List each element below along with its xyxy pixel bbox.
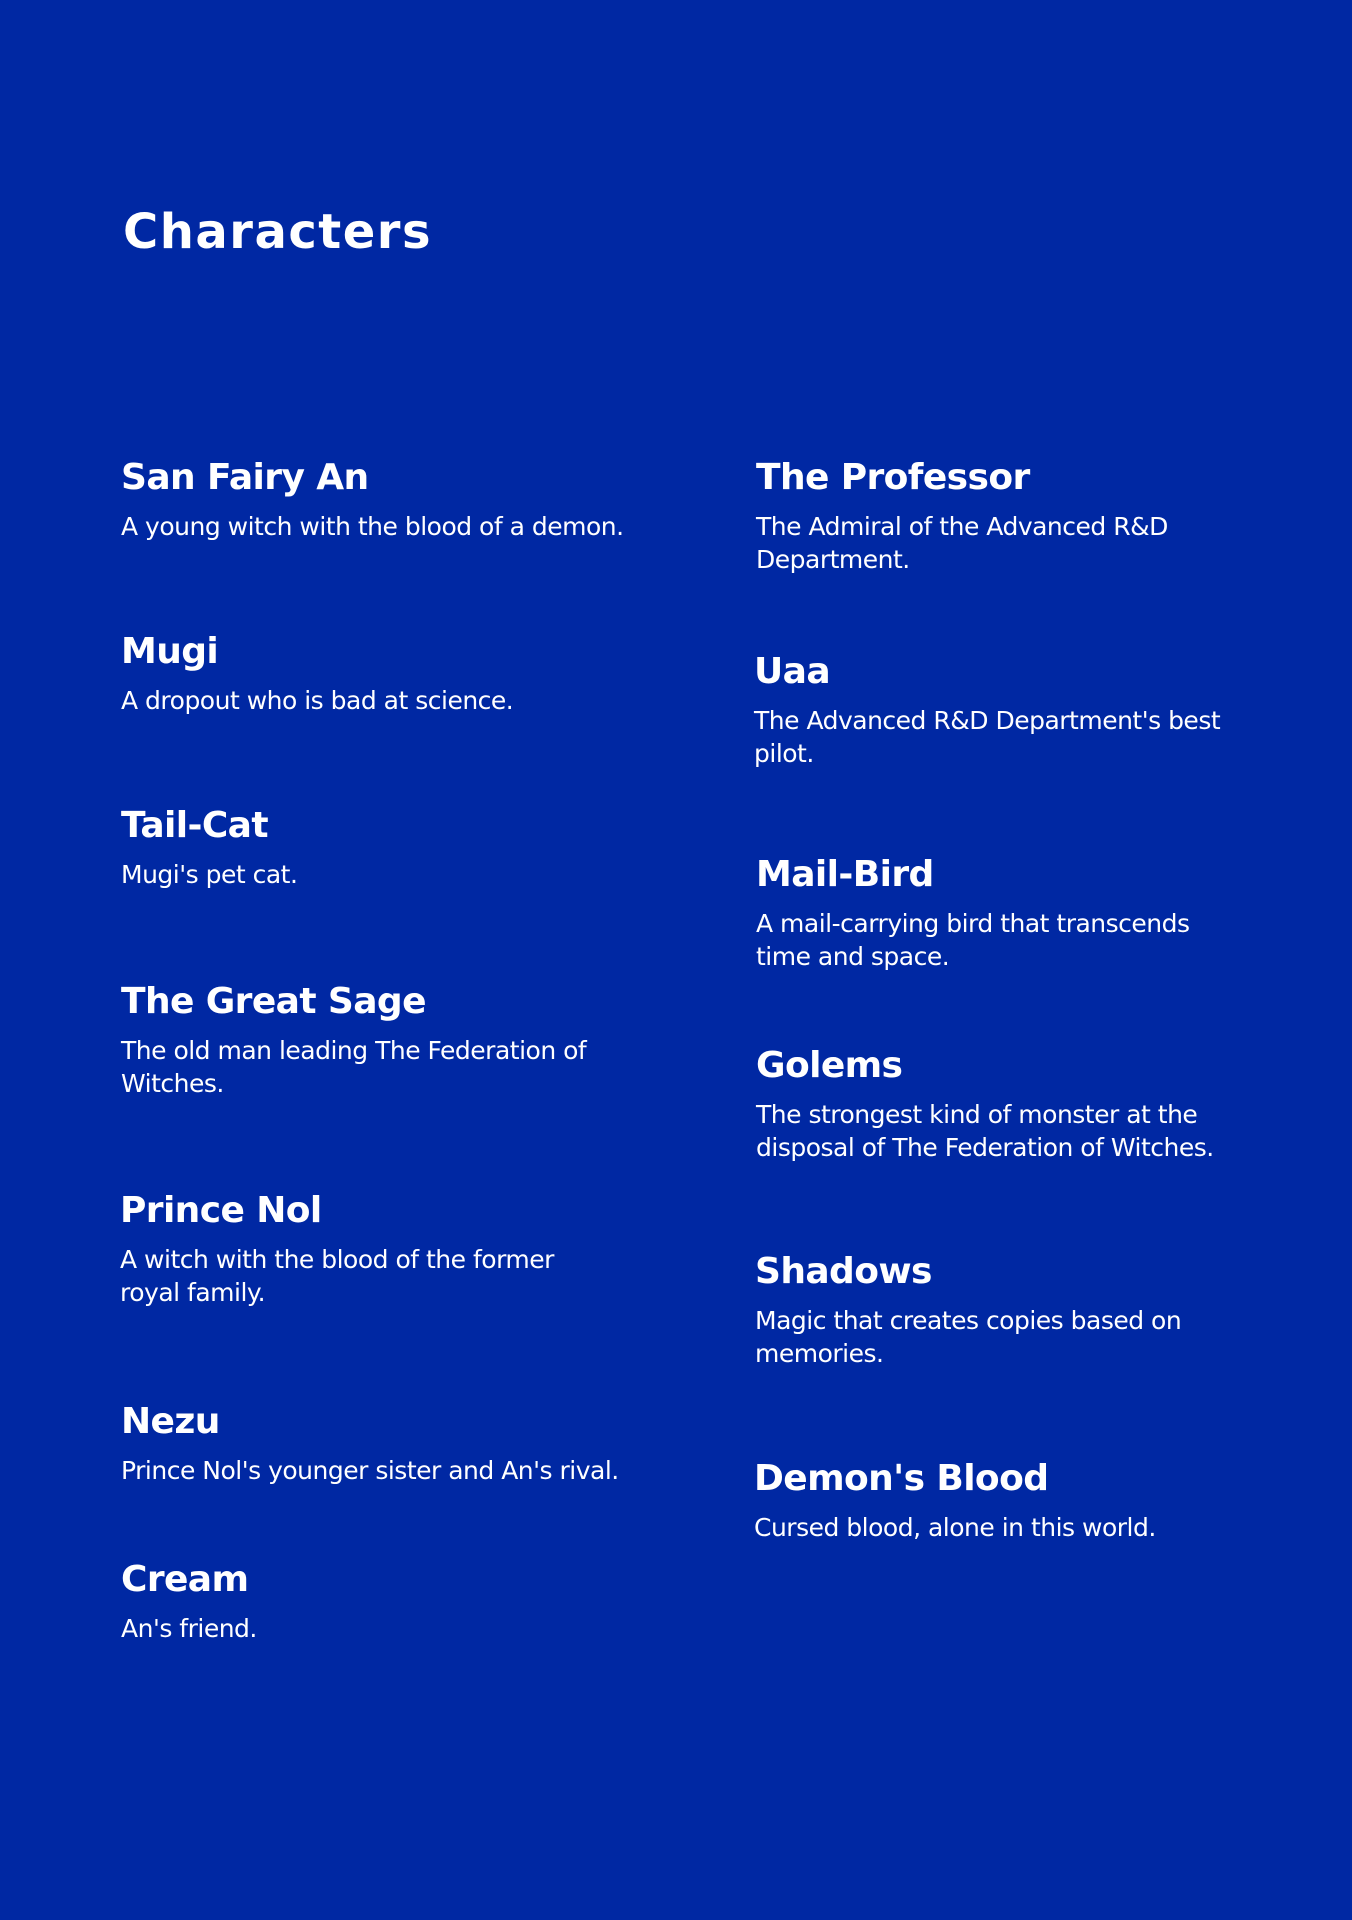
character-entry bbox=[121, 631, 741, 717]
character-name: Mugi bbox=[121, 631, 219, 672]
character-description: Prince Nol's younger sister and An's rival. bbox=[121, 1456, 619, 1485]
character-description: Cursed blood, alone in this world. bbox=[754, 1513, 1156, 1542]
character-name: Shadows bbox=[755, 1251, 932, 1292]
character-description: A young witch with the blood of a demon. bbox=[121, 512, 624, 541]
character-entry bbox=[756, 854, 1226, 973]
character-entry bbox=[755, 1251, 1225, 1370]
character-description: Magic that creates copies based on memories. bbox=[755, 1306, 1182, 1368]
character-name: Cream bbox=[121, 1559, 249, 1600]
character-name: Demon's Blood bbox=[754, 1458, 1049, 1499]
page-title: Characters bbox=[123, 204, 433, 260]
character-name: Tail-Cat bbox=[121, 805, 268, 846]
character-entry bbox=[754, 1458, 1254, 1544]
character-name: Mail-Bird bbox=[756, 854, 934, 895]
character-name: Prince Nol bbox=[120, 1190, 322, 1231]
character-entry bbox=[756, 457, 1226, 576]
character-entry bbox=[754, 651, 1224, 770]
character-entry bbox=[121, 805, 741, 891]
character-description: Mugi's pet cat. bbox=[121, 860, 298, 889]
character-description: The Advanced R&D Department's best pilot. bbox=[754, 706, 1221, 768]
character-name: San Fairy An bbox=[121, 457, 369, 498]
character-name: The Great Sage bbox=[121, 981, 426, 1022]
character-description: The strongest kind of monster at the disposal of The Federation of Witches. bbox=[756, 1100, 1214, 1162]
character-description: A dropout who is bad at science. bbox=[121, 686, 514, 715]
character-entry bbox=[121, 1559, 741, 1645]
character-entry bbox=[120, 1190, 600, 1309]
character-name: The Professor bbox=[756, 457, 1030, 498]
character-description: A mail-carrying bird that transcends time and space. bbox=[756, 909, 1190, 971]
character-name: Nezu bbox=[121, 1401, 220, 1442]
character-entry bbox=[121, 1401, 741, 1487]
character-entry bbox=[121, 981, 601, 1100]
character-name: Golems bbox=[756, 1045, 903, 1086]
character-name: Uaa bbox=[754, 651, 831, 692]
character-description: A witch with the blood of the former royal family. bbox=[120, 1245, 554, 1307]
character-description: The Admiral of the Advanced R&D Department. bbox=[756, 512, 1168, 574]
character-description: The old man leading The Federation of Witches. bbox=[121, 1036, 587, 1098]
character-entry bbox=[121, 457, 741, 543]
character-entry bbox=[756, 1045, 1276, 1164]
character-description: An's friend. bbox=[121, 1614, 257, 1643]
